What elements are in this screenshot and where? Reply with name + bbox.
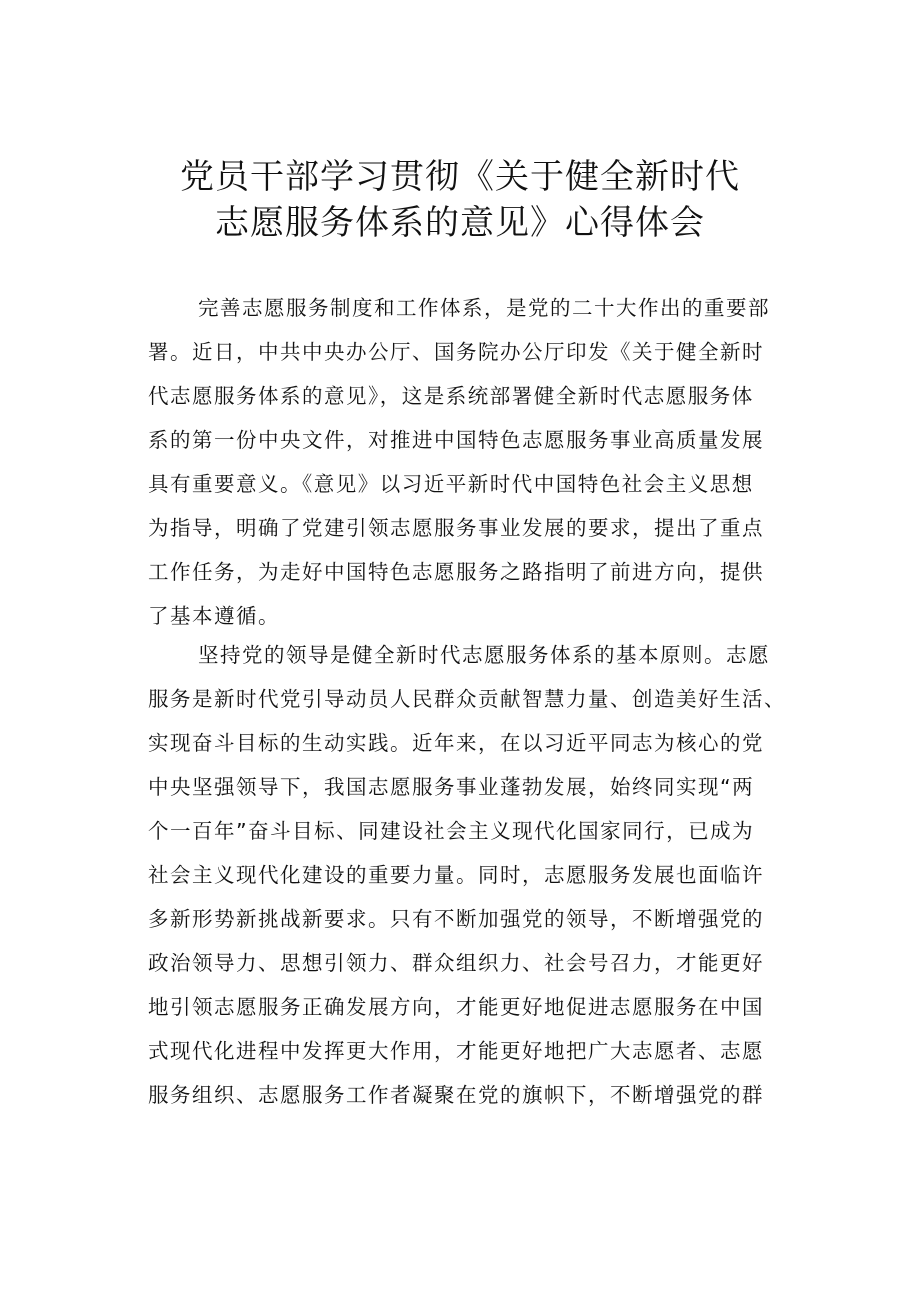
paragraph-line: 政治领导力、思想引领力、群众组织力、社会号召力，才能更好 bbox=[148, 951, 764, 975]
paragraph-line: 代志愿服务体系的意见》，这是系统部署健全新时代志愿服务体 bbox=[148, 384, 754, 408]
paragraph-line: 服务是新时代党引导动员人民群众贡献智慧力量、创造美好生活、 bbox=[148, 687, 786, 711]
paragraph-line: 地引领志愿服务正确发展方向，才能更好地促进志愿服务在中国 bbox=[148, 995, 764, 1019]
paragraph-line: 实现奋斗目标的生动实践。近年来，在以习近平同志为核心的党 bbox=[148, 731, 764, 755]
document-title-line-2: 志愿服务体系的意见》心得体会 bbox=[215, 203, 705, 243]
paragraph-line: 式现代化进程中发挥更大作用，才能更好地把广大志愿者、志愿 bbox=[148, 1039, 764, 1063]
paragraph-line: 完善志愿服务制度和工作体系，是党的二十大作出的重要部 bbox=[198, 296, 770, 320]
paragraph-line: 多新形势新挑战新要求。只有不断加强党的领导，不断增强党的 bbox=[148, 907, 764, 931]
paragraph-line: 了基本遵循。 bbox=[148, 604, 280, 628]
paragraph-line: 中央坚强领导下，我国志愿服务事业蓬勃发展，始终同实现“两 bbox=[148, 775, 755, 799]
paragraph-line: 具有重要意义。《意见》以习近平新时代中国特色社会主义思想 bbox=[148, 472, 754, 496]
paragraph-line: 坚持党的领导是健全新时代志愿服务体系的基本原则。志愿 bbox=[198, 643, 770, 667]
paragraph-line: 为指导，明确了党建引领志愿服务事业发展的要求，提出了重点 bbox=[148, 516, 764, 540]
paragraph-line: 个一百年”奋斗目标、同建设社会主义现代化国家同行，已成为 bbox=[148, 819, 755, 843]
paragraph-line: 署。近日，中共中央办公厅、国务院办公厅印发《关于健全新时 bbox=[148, 340, 764, 364]
paragraph-line: 工作任务，为走好中国特色志愿服务之路指明了前进方向，提供 bbox=[148, 560, 764, 584]
paragraph-line: 社会主义现代化建设的重要力量。同时，志愿服务发展也面临许 bbox=[148, 863, 764, 887]
paragraph-line: 服务组织、志愿服务工作者凝聚在党的旗帜下，不断增强党的群 bbox=[148, 1083, 764, 1107]
document-title-line-1: 党员干部学习贯彻《关于健全新时代 bbox=[180, 157, 740, 197]
paragraph-line: 系的第一份中央文件，对推进中国特色志愿服务事业高质量发展 bbox=[148, 428, 764, 452]
